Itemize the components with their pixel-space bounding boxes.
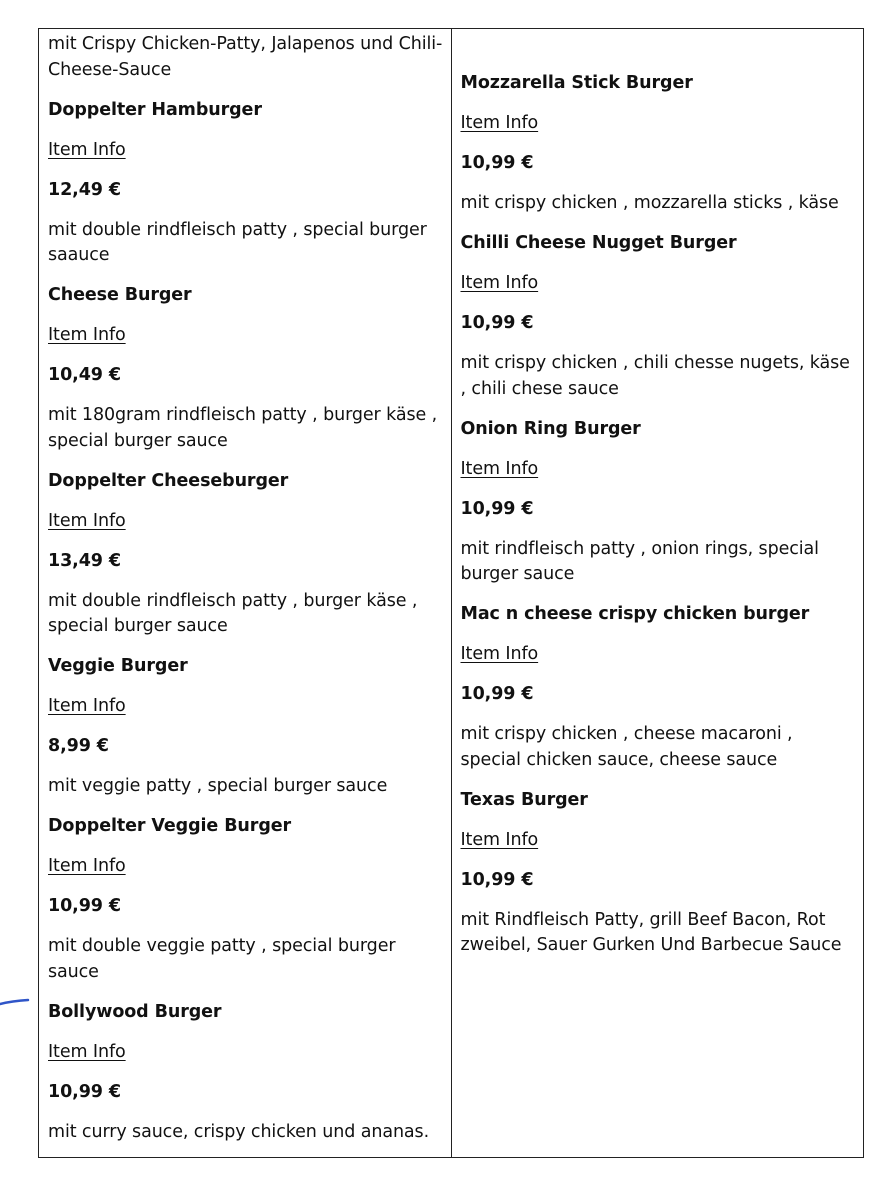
item-name: Chilli Cheese Nugget Burger <box>460 233 737 253</box>
item-name: Doppelter Cheeseburger <box>48 470 289 491</box>
item-description: mit 180gram rindfleisch patty , burger käse , special burger sauce <box>48 405 438 451</box>
item-description: mit rindfleisch patty , onion rings, special burger sauce <box>460 538 819 584</box>
item-info-link[interactable]: Item Info <box>460 113 539 133</box>
item-price: 8,99 € <box>48 736 109 756</box>
item-info-link[interactable]: Item Info <box>460 273 539 293</box>
item-price: 10,99 € <box>48 896 121 916</box>
item-name: Veggie Burger <box>48 656 188 676</box>
item-price: 10,99 € <box>460 313 534 333</box>
item-name: Onion Ring Burger <box>460 418 641 439</box>
item-price: 12,49 € <box>48 179 121 200</box>
item-description: mit Rindfleisch Patty, grill Beef Bacon, Rot zweibel, Sauer Gurken Und Barbecue Sauce <box>460 909 842 955</box>
item-info-link[interactable]: Item Info <box>48 696 126 716</box>
item-description: mit crispy chicken , chili chesse nugets, käse , chili chese sauce <box>460 353 850 399</box>
menu-column-right <box>452 29 864 1157</box>
item-description: mit double rindfleisch patty , special burger saauce <box>48 219 427 265</box>
menu-column-left <box>39 29 452 1157</box>
item-info-link[interactable]: Item Info <box>48 1041 126 1062</box>
item-info-link[interactable]: Item Info <box>460 829 539 850</box>
item-price: 10,99 € <box>460 498 534 519</box>
item-info-link[interactable]: Item Info <box>460 644 539 664</box>
item-description: mit double veggie patty , special burger sauce <box>48 936 396 982</box>
item-price: 13,49 € <box>48 550 121 571</box>
item-info-link[interactable]: Item Info <box>48 510 126 531</box>
item-info-link[interactable]: Item Info <box>48 856 126 876</box>
item-name: Cheese Burger <box>48 285 192 305</box>
item-description: mit crispy chicken , mozzarella sticks , käse <box>460 193 839 213</box>
item-description: mit crispy chicken , cheese macaroni , special chicken sauce, cheese sauce <box>460 724 793 770</box>
item-description: mit double rindfleisch patty , burger käse , special burger sauce <box>48 590 418 636</box>
item-description: mit curry sauce, crispy chicken und ananas. <box>48 1121 430 1142</box>
item-name: Mac n cheese crispy chicken burger <box>460 604 810 624</box>
item-info-link[interactable]: Item Info <box>48 325 126 345</box>
item-description: mit veggie patty , special burger sauce <box>48 776 388 796</box>
item-price: 10,99 € <box>460 869 534 890</box>
item-info-link[interactable]: Item Info <box>460 458 539 479</box>
item-name: Doppelter Hamburger <box>48 99 262 120</box>
item-name: Mozzarella Stick Burger <box>460 73 693 93</box>
item-price: 10,49 € <box>48 365 121 385</box>
item-info-link[interactable]: Item Info <box>48 139 126 160</box>
item-name: Texas Burger <box>460 789 588 810</box>
item-price: 10,99 € <box>460 153 534 173</box>
menu-table <box>38 28 864 1158</box>
item-description: mit Crispy Chicken-Patty, Jalapenos und Chili-Cheese-Sauce <box>48 34 443 80</box>
pen-stroke-mark <box>0 990 40 1020</box>
item-price: 10,99 € <box>48 1081 121 1102</box>
item-name: Doppelter Veggie Burger <box>48 816 292 836</box>
item-price: 10,99 € <box>460 684 534 704</box>
item-name: Bollywood Burger <box>48 1001 222 1022</box>
